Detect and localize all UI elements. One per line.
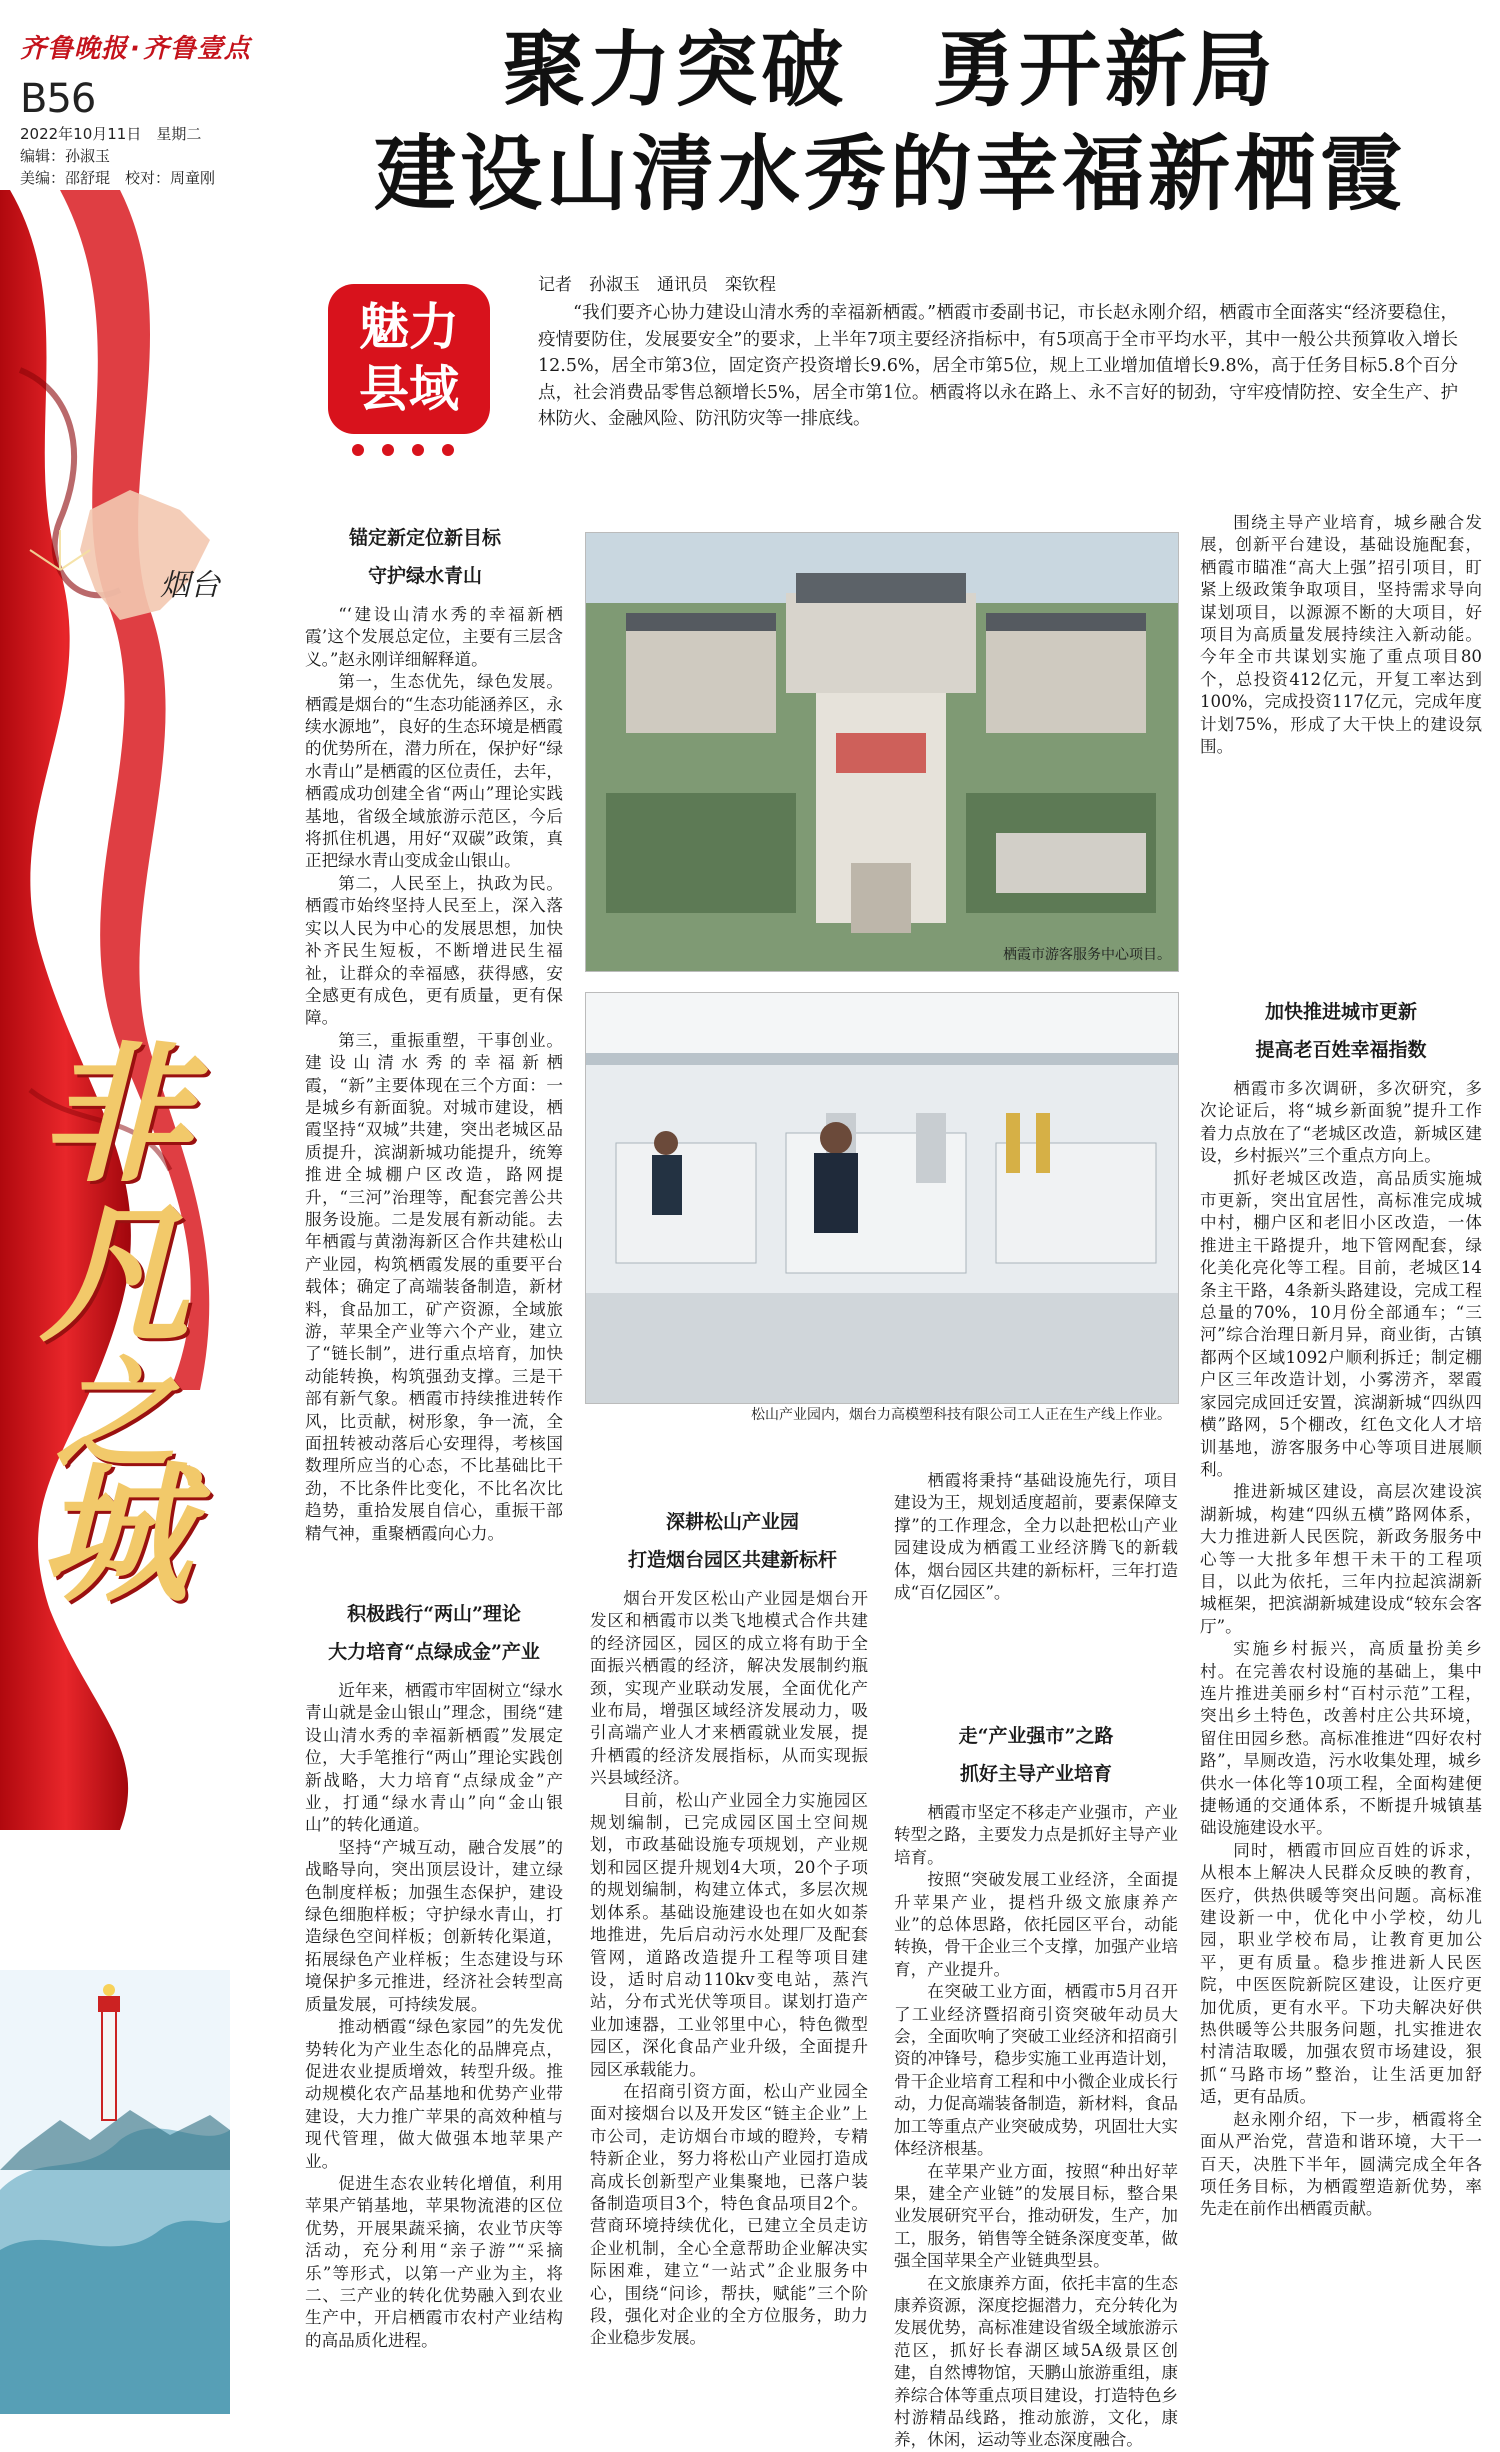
photo-2-caption: 松山产业园内，烟台力高模塑科技有限公司工人正在生产线上作业。 bbox=[751, 1407, 1171, 1423]
section-2-para: 近年来，栖霞市牢固树立“绿水青山就是金山银山”理念，围绕“建设山清水秀的幸福新栖霞”发展定位，大手笔推行“两山”理论实践创新战略，大力培育“点绿成金”产业，打通“绿水青山”向“金山银山”的转化通道。 bbox=[305, 1681, 563, 1835]
section-1-title-2: 守护绿水青山 bbox=[367, 565, 482, 587]
brand-qilu-evening: 齐鲁晚报 bbox=[20, 34, 129, 64]
section-5-para: 栖霞市多次调研，多次研究，多次论证后，将“城乡新面貌”提升工作着力点放在了“老城区改造，新城区建设，乡村振兴”三个重点方向上。 bbox=[1200, 1079, 1482, 1166]
section-2-para: 推动栖霞“绿色家园”的先发优势转化为产业生态化的品牌亮点，促进农业提质增效，转型升级。推动规模化农产品基地和优势产业带建设，大力推广苹果的高效种植与现代管理，做大做强本地苹果产业。 bbox=[305, 2017, 563, 2171]
section-2-title-1: 积极践行“两山”理论 bbox=[347, 1603, 521, 1625]
section-4-body bbox=[894, 1802, 1178, 2450]
badge-line-2: 县域 bbox=[359, 360, 459, 418]
section-4-body-continued bbox=[1200, 512, 1482, 997]
section-2-title-2: 大力培育“点绿成金”产业 bbox=[328, 1641, 540, 1663]
section-1-para: 第一，生态优先，绿色发展。栖霞是烟台的“生态功能涵养区，永续水源地”，良好的生态环境是栖霞的优势所在，潜力所在，保护好“绿水青山”是栖霞的区位责任，去年，栖霞成功创建全省“两山”理论实践基地，省级全域旅游示范区，今后将抓住机遇，用好“双碳”政策，真正把绿水青山变成金山银山。 bbox=[305, 672, 563, 871]
factory-image bbox=[586, 993, 1178, 1403]
section-1-para: “‘建设山清水秀的幸福新栖霞’这个发展总定位，主要有三层含义。”赵永刚详细解释道。 bbox=[305, 605, 563, 669]
section-4-para: 栖霞市坚定不移走产业强市，产业转型之路，主要发力点是抓好主导产业培育。 bbox=[894, 1803, 1178, 1867]
section-5-para: 抓好老城区改造，高品质实施城市更新，突出宜居性，高标准完成城中村，棚户区和老旧小区改造，一体推进主干路提升，地下管网配套，绿化美化亮化等工程。目前，老城区14条主干路，4条新头路建设，完成工程总量的70%，10月份全部通车；“三河”综合治理日新月异，商业街，古镇都两个区域1092户顺利拆迁；制定棚户区三年改造计划，小雾涝齐，翠霞家园完成回迁安置，滨湖新城“四纵四横”路网，5个棚改，红色文化人才培训基地，游客服务中心等项目进展顺利。 bbox=[1200, 1168, 1482, 1479]
section-1-para: 第三，重振重塑，干事创业。建设山清水秀的幸福新栖霞，“新”主要体现在三个方面：一是城乡有新面貌。对城市建设，栖霞坚持“双城”共建，突出老城区品质提升，滨湖新城功能提升，统筹推进全城棚户区改造，路网提升，“三河”治理等，配套完善公共服务设施。二是发展有新动能。去年栖霞与黄渤海新区合作共建松山产业园，构筑栖霞发展的重要平台载体；确定了高端装备制造，新材料，食品加工，矿产资源，全域旅游，苹果全产业等六个产业，建立了“链长制”，进行重点培育，加快动能转换，构筑强劲支撑。三是干部有新气象。栖霞市持续推进转作风，比贡献，树形象，争一流，全面扭转被动落后心安理得，考核国数理所应当的心态，不比基础比干劲，不比条件比变化，不比名次比趋势，重拾发展自信心，重振干部精气神，重聚栖霞向心力。 bbox=[305, 1030, 563, 1543]
section-2-para: 坚持“产城互动，融合发展”的战略导向，突出顶层设计，建立绿色制度样板；加强生态保护，建设绿色细胞样板；守护绿水青山，打造绿色空间样板；创新转化渠道，拓展绿色产业样板；生态建设与环境保护多元推进，经济社会转型高质量发展，可持续发展。 bbox=[305, 1837, 563, 2014]
issue-date: 2022年10月11日 星期二 bbox=[20, 125, 202, 143]
slogan-char-2: 凡 bbox=[39, 1187, 190, 1363]
section-4-para: 按照“突破发展工业经济，全面提升苹果产业，提档升级文旅康养产业”的总体思路，依托园区平台，动能转换，骨干企业三个支撑，加强产业培育，产业提升。 bbox=[894, 1870, 1178, 1979]
newspaper-brand: 齐鲁晚报·齐鲁壹点 bbox=[20, 34, 251, 64]
section-4-title-2: 抓好主导产业培育 bbox=[959, 1763, 1112, 1785]
factory-photo bbox=[585, 992, 1179, 1404]
slogan-char-3: 之 bbox=[55, 1344, 175, 1485]
section-5-body bbox=[1200, 1078, 1482, 2396]
section-4-para: 在突破工业方面，栖霞市5月召开了工业经济暨招商引资突破年动员大会，全面吹响了突破工业经济和招商引资的冲锋号，稳步实施工业再造计划，骨干企业培育工程和中小微企业成长行动，力促高端装备制造，新材料，食品加工等重点产业突破成势，巩固壮大实体经济根基。 bbox=[894, 1982, 1178, 2159]
section-4-para: 在苹果产业方面，按照“种出好苹果，建全产业链”的发展目标，整合果业发展研究平台，推动研发，生产，加工，服务，销售等全链条深度变革，做强全国苹果全产业链典型县。 bbox=[894, 2161, 1178, 2271]
headline-line-1: 聚力突破 勇开新局 bbox=[502, 22, 1277, 118]
section-1-title-1: 锚定新定位新目标 bbox=[348, 527, 501, 549]
page-number: B56 bbox=[20, 76, 96, 122]
section-3-para: 在招商引资方面，松山产业园全面对接烟台以及开发区“链主企业”上市公司，走访烟台市域的瞪羚，专精特新企业，努力将松山产业园打造成高成长创新型产业集聚地，已落户装备制造项目3个，特色食品项目2个。营商环境持续优化，已建立全员走访企业机制，全心全意帮助企业解决实际困难，建立“一站式”企业服务中心，围绕“问诊，帮扶，赋能”三个阶段，强化对企业的全方位服务，助力企业稳步发展。 bbox=[590, 2081, 868, 2348]
section-1-para: 第二，人民至上，执政为民。栖霞市始终坚持人民至上，深入落实以人民为中心的发展思想，加快补齐民生短板，不断增进民生福祉，让群众的幸福感，获得感，安全感更有成色，更有质量，更有保障。 bbox=[305, 873, 563, 1028]
visitor-center-photo bbox=[585, 532, 1179, 972]
section-3-para: 栖霞将秉持“基础设施先行，项目建设为王，规划适度超前，要素保障支撑”的工作理念，全力以赴把松山产业园建设成为栖霞工业经济腾飞的新载体，烟台园区共建的新标杆，三年打造成“百亿园区”。 bbox=[894, 1471, 1178, 1603]
slogan-char-1: 非 bbox=[39, 1027, 190, 1203]
section-3-para: 烟台开发区松山产业园是烟台开发区和栖霞市以类飞地模式合作共建的经济园区，园区的成立将有助于全面振兴栖霞的经济，解决发展制约瓶颈，实现产业联动发展，全面优化产业布局，增强区域经济发展动力，吸引高端产业人才来栖霞就业发展，提升栖霞的经济发展指标，从而实现振兴县域经济。 bbox=[590, 1589, 868, 1788]
section-3-para: 目前，松山产业园全力实施园区规划编制，已完成园区国土空间规划，市政基础设施专项规划，产业规划和园区提升规划4大项，20个子项的规划编制，构建立体式，多层次规划体系。基础设施建设也在如火如荼地推进，先后启动污水处理厂及配套管网，道路改造提升工程等项目建设，适时启动110kv变电站，蒸汽站，分布式光伏等项目。谋划打造产业加速器，工业邻里中心，特色微型园区，深化食品产业升级，全面提升园区承载能力。 bbox=[590, 1790, 868, 2079]
visitor-center-image bbox=[586, 533, 1178, 971]
section-3-title-2: 打造烟台园区共建新标杆 bbox=[627, 1549, 837, 1571]
charm-county-badge bbox=[328, 284, 490, 434]
section-2-body bbox=[305, 1680, 563, 2390]
brand-qilu-yidian: 齐鲁壹点 bbox=[142, 34, 251, 64]
lead-paragraph: “我们要齐心协力建设山清水秀的幸福新栖霞。”栖霞市委副书记，市长赵永刚介绍，栖霞市全面落实“经济要稳住，疫情要防住，发展要安全”的要求，上半年7项主要经济指标中，有5项高于全市平均水平，其中一般公共预算收入增长12.5%，居全市第3位，固定资产投资增长9.6%，居全市第5位，规上工业增加值增长9.8%，高于任务目标5.8个百分点，社会消费品零售总额增长5%，居全市第1位。栖霞将以永在路上、永不言好的韧劲，守牢疫情防控、安全生产、护林防火、金融风险、防汛防灾等一排底线。 bbox=[538, 303, 1458, 429]
section-3-body-continued bbox=[894, 1470, 1178, 1690]
badge-line-1: 魅力 bbox=[359, 298, 459, 356]
section-5-para: 推进新城区建设，高层次建设滨湖新城，构建“四纵五横”路网体系，大力推进新人民医院，新政务服务中心等一大批多年想干未干的工程项目，以此为依托，三年内拉起滨湖新城框架，把滨湖新城建设成“较东会客厅”。 bbox=[1200, 1482, 1482, 1636]
section-5-title-2: 提高老百姓幸福指数 bbox=[1255, 1039, 1427, 1061]
section-5-para: 实施乡村振兴，高质量扮美乡村。在完善农村设施的基础上，集中连片推进美丽乡村“百村示范”工程，突出乡土特色，改善村庄公共环境，留住田园乡愁。高标准推进“四好农村路”，旱厕改造，污水收集处理，城乡供水一体化等10项工程，全面构建便捷畅通的交通体系，不断提升城镇基础设施建设水平。 bbox=[1200, 1639, 1482, 1838]
section-5-para: 赵永刚介绍，下一步，栖霞将全面从严治党，营造和谐环境，大干一百天，决胜下半年，圆满完成全年各项任务目标，为栖霞塑造新优势，率先走在前作出栖霞贡献。 bbox=[1200, 2109, 1482, 2219]
section-5-title-1: 加快推进城市更新 bbox=[1264, 1001, 1417, 1023]
section-3-body bbox=[590, 1588, 868, 2396]
section-5-para: 同时，栖霞市回应百姓的诉求，从根本上解决人民群众反映的教育，医疗，供热供暖等突出问题。高标准建设新一中，优化中小学校，幼儿园，职业学校布局，让教育更加公平，更有质量。稳步推进新人民医院，中医医院新院区建设，让医疗更加优质，更有水平。下功夫解决好供热供暖等公共服务问题，扎实推进农村清洁取暖，加强农贸市场建设，狠抓“马路市场”整治，让生活更加舒适，更有品质。 bbox=[1200, 1840, 1482, 2107]
headline-line-2: 建设山清水秀的幸福新栖霞 bbox=[373, 126, 1406, 222]
yantai-map-label: 烟台 bbox=[160, 568, 220, 603]
section-3-title-1: 深耕松山产业园 bbox=[665, 1511, 799, 1533]
section-4-para: 在文旅康养方面，依托丰富的生态康养资源，深度挖掘潜力，充分转化为发展优势，高标准建设省级全域旅游示范区，抓好长春湖区域5A级景区创建，自然博物馆，天鹏山旅游重组，康养综合体等重点项目建设，打造特色乡村游精品线路，推动旅游，文化，康养，休闲，运动等业态深度融合。 bbox=[894, 2273, 1178, 2450]
badge-dots-decoration bbox=[338, 440, 478, 460]
photo-1-caption: 栖霞市游客服务中心项目。 bbox=[1003, 947, 1171, 963]
editor-credit: 编辑：孙淑玉 bbox=[20, 147, 111, 165]
section-4-para: 围绕主导产业培育，城乡融合发展，创新平台建设，基础设施配套，栖霞市瞄准“高大上强”招引项目，盯紧上级政策争取项目，坚持需求导向谋划项目，以源源不断的大项目，好项目为高质量发展持续注入新动能。今年全市共谋划实施了重点项目80个，总投资412亿元，开复工率达到100%，完成投资117亿元，完成年度计划75%，形成了大干快上的建设氛围。 bbox=[1200, 513, 1482, 757]
slogan-char-4: 城 bbox=[39, 1447, 190, 1623]
designer-credit: 美编：邵舒琨 校对：周童刚 bbox=[20, 169, 216, 187]
section-1-body bbox=[305, 604, 563, 1584]
byline: 记者 孙淑玉 通讯员 栾钦程 bbox=[538, 275, 776, 295]
section-4-title-1: 走“产业强市”之路 bbox=[958, 1725, 1114, 1747]
section-2-para: 促进生态农业转化增值，利用苹果产销基地，苹果物流港的区位优势，开展果蔬采摘，农业节庆等活动，充分利用“亲子游”“采摘乐”等形式，以第一产业为主，将二、三产业的转化优势融入到农业生产中，开启栖霞市农村产业结构的高品质化进程。 bbox=[305, 2173, 563, 2350]
